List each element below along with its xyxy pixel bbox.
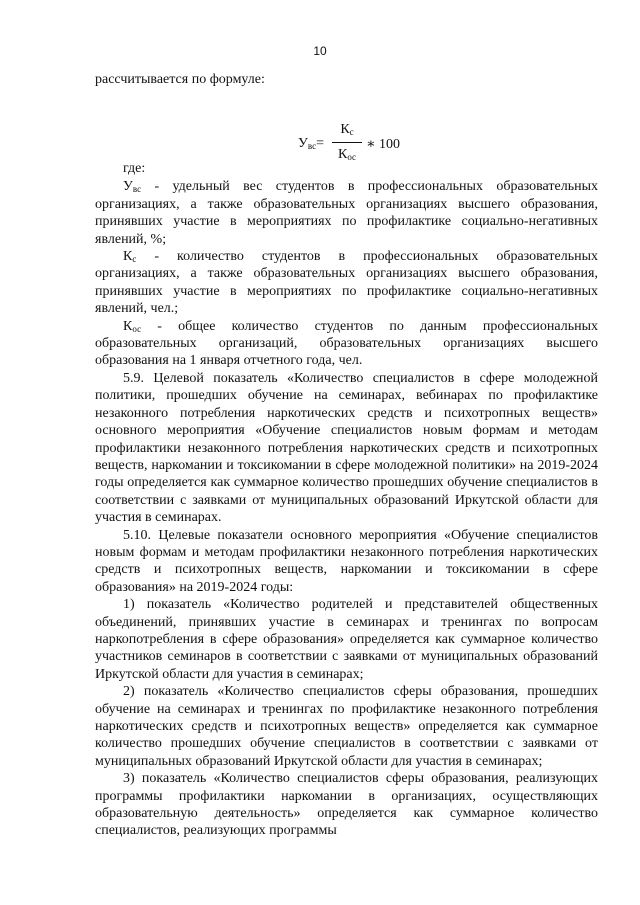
paragraph-5-10: 5.10. Целевые показатели основного мероприятия «Обучение специалистов новым формам и методам профилактики незаконного потребления наркотических средств и психотропных веществ, наркомании и токсикомании в сфере образования» на 2019-2024 годы: — [95, 527, 598, 595]
page-number: 10 — [313, 44, 327, 58]
definition-ks: $К_с$ - количество студентов в профессиональных образовательных организациях, а также образовательных организациях высшего образования, принявших участие в мероприятиях по профилактике социально-негативных явлений, чел.; — [95, 249, 598, 317]
paragraph-item-2: 2) показатель «Количество специалистов сферы образования, прошедших обучение на семинарах и тренингах по профилактике незаконного потребления наркотических средств и психотропных веществ» определяется как суммарное количество прошедших обучение специалистов в соответствии с заявками от муниципальных образований Иркутской области для участия в семинарах; — [95, 684, 598, 769]
formula-numerator: $К_с$ — [340, 122, 354, 137]
body-text — [95, 160, 598, 840]
formula-lhs: $У_{вс}=$ — [298, 136, 325, 151]
fraction-bar — [332, 142, 362, 143]
formula-fraction — [332, 120, 362, 165]
intro-line: рассчитывается по формуле: — [95, 72, 265, 87]
definition-vs: $У_{вс}$ - удельный вес студентов в профессиональных образовательных организациях, а также образовательных организациях высшего образования, принявших участие в мероприятиях по профилактике социально-негативных явлений, %; — [95, 179, 598, 247]
formula-denominator: $К_{ос}$ — [337, 147, 357, 162]
paragraph-5-9: 5.9. Целевой показатель «Количество специалистов в сфере молодежной политики, прошедших обучение на семинарах, вебинарах по профилактике незаконного потребления наркотических средств и психотропных веществ» основного мероприятия «Обучение специалистов новым формам и методам профилактики незаконного потребления наркотических средств и психотропных веществ, наркомании и токсикомании в сфере молодежной политики» на 2019-2024 годы определяется как суммарное количество прошедших обучение специалистов в соответствии с заявками от муниципальных образований Иркутской области для участия в семинарах. — [95, 370, 598, 526]
where-label: где: — [123, 161, 146, 176]
paragraph-item-3: 3) показатель «Количество специалистов сферы образования, реализующих программы профилактики наркомании в организациях, осуществляющих образовательную деятельность» определяется как суммарное количество специалистов, реализующих программы — [95, 771, 598, 839]
definition-kos: $К_{ос}$ - общее количество студентов по данным профессиональных образовательных организаций, образовательных организациях высшего образования на 1 января отчетного года, чел. — [95, 318, 598, 369]
paragraph-item-1: 1) показатель «Количество родителей и представителей общественных объединений, принявших участие в семинарах и тренингах по вопросам наркопотребления в сфере образования» определяется как суммарное количество участников семинаров в соответствии с заявками от муниципальных образований Иркутской области для участия в семинарах; — [95, 597, 598, 682]
formula-rhs: ∗ 100 — [366, 137, 401, 152]
